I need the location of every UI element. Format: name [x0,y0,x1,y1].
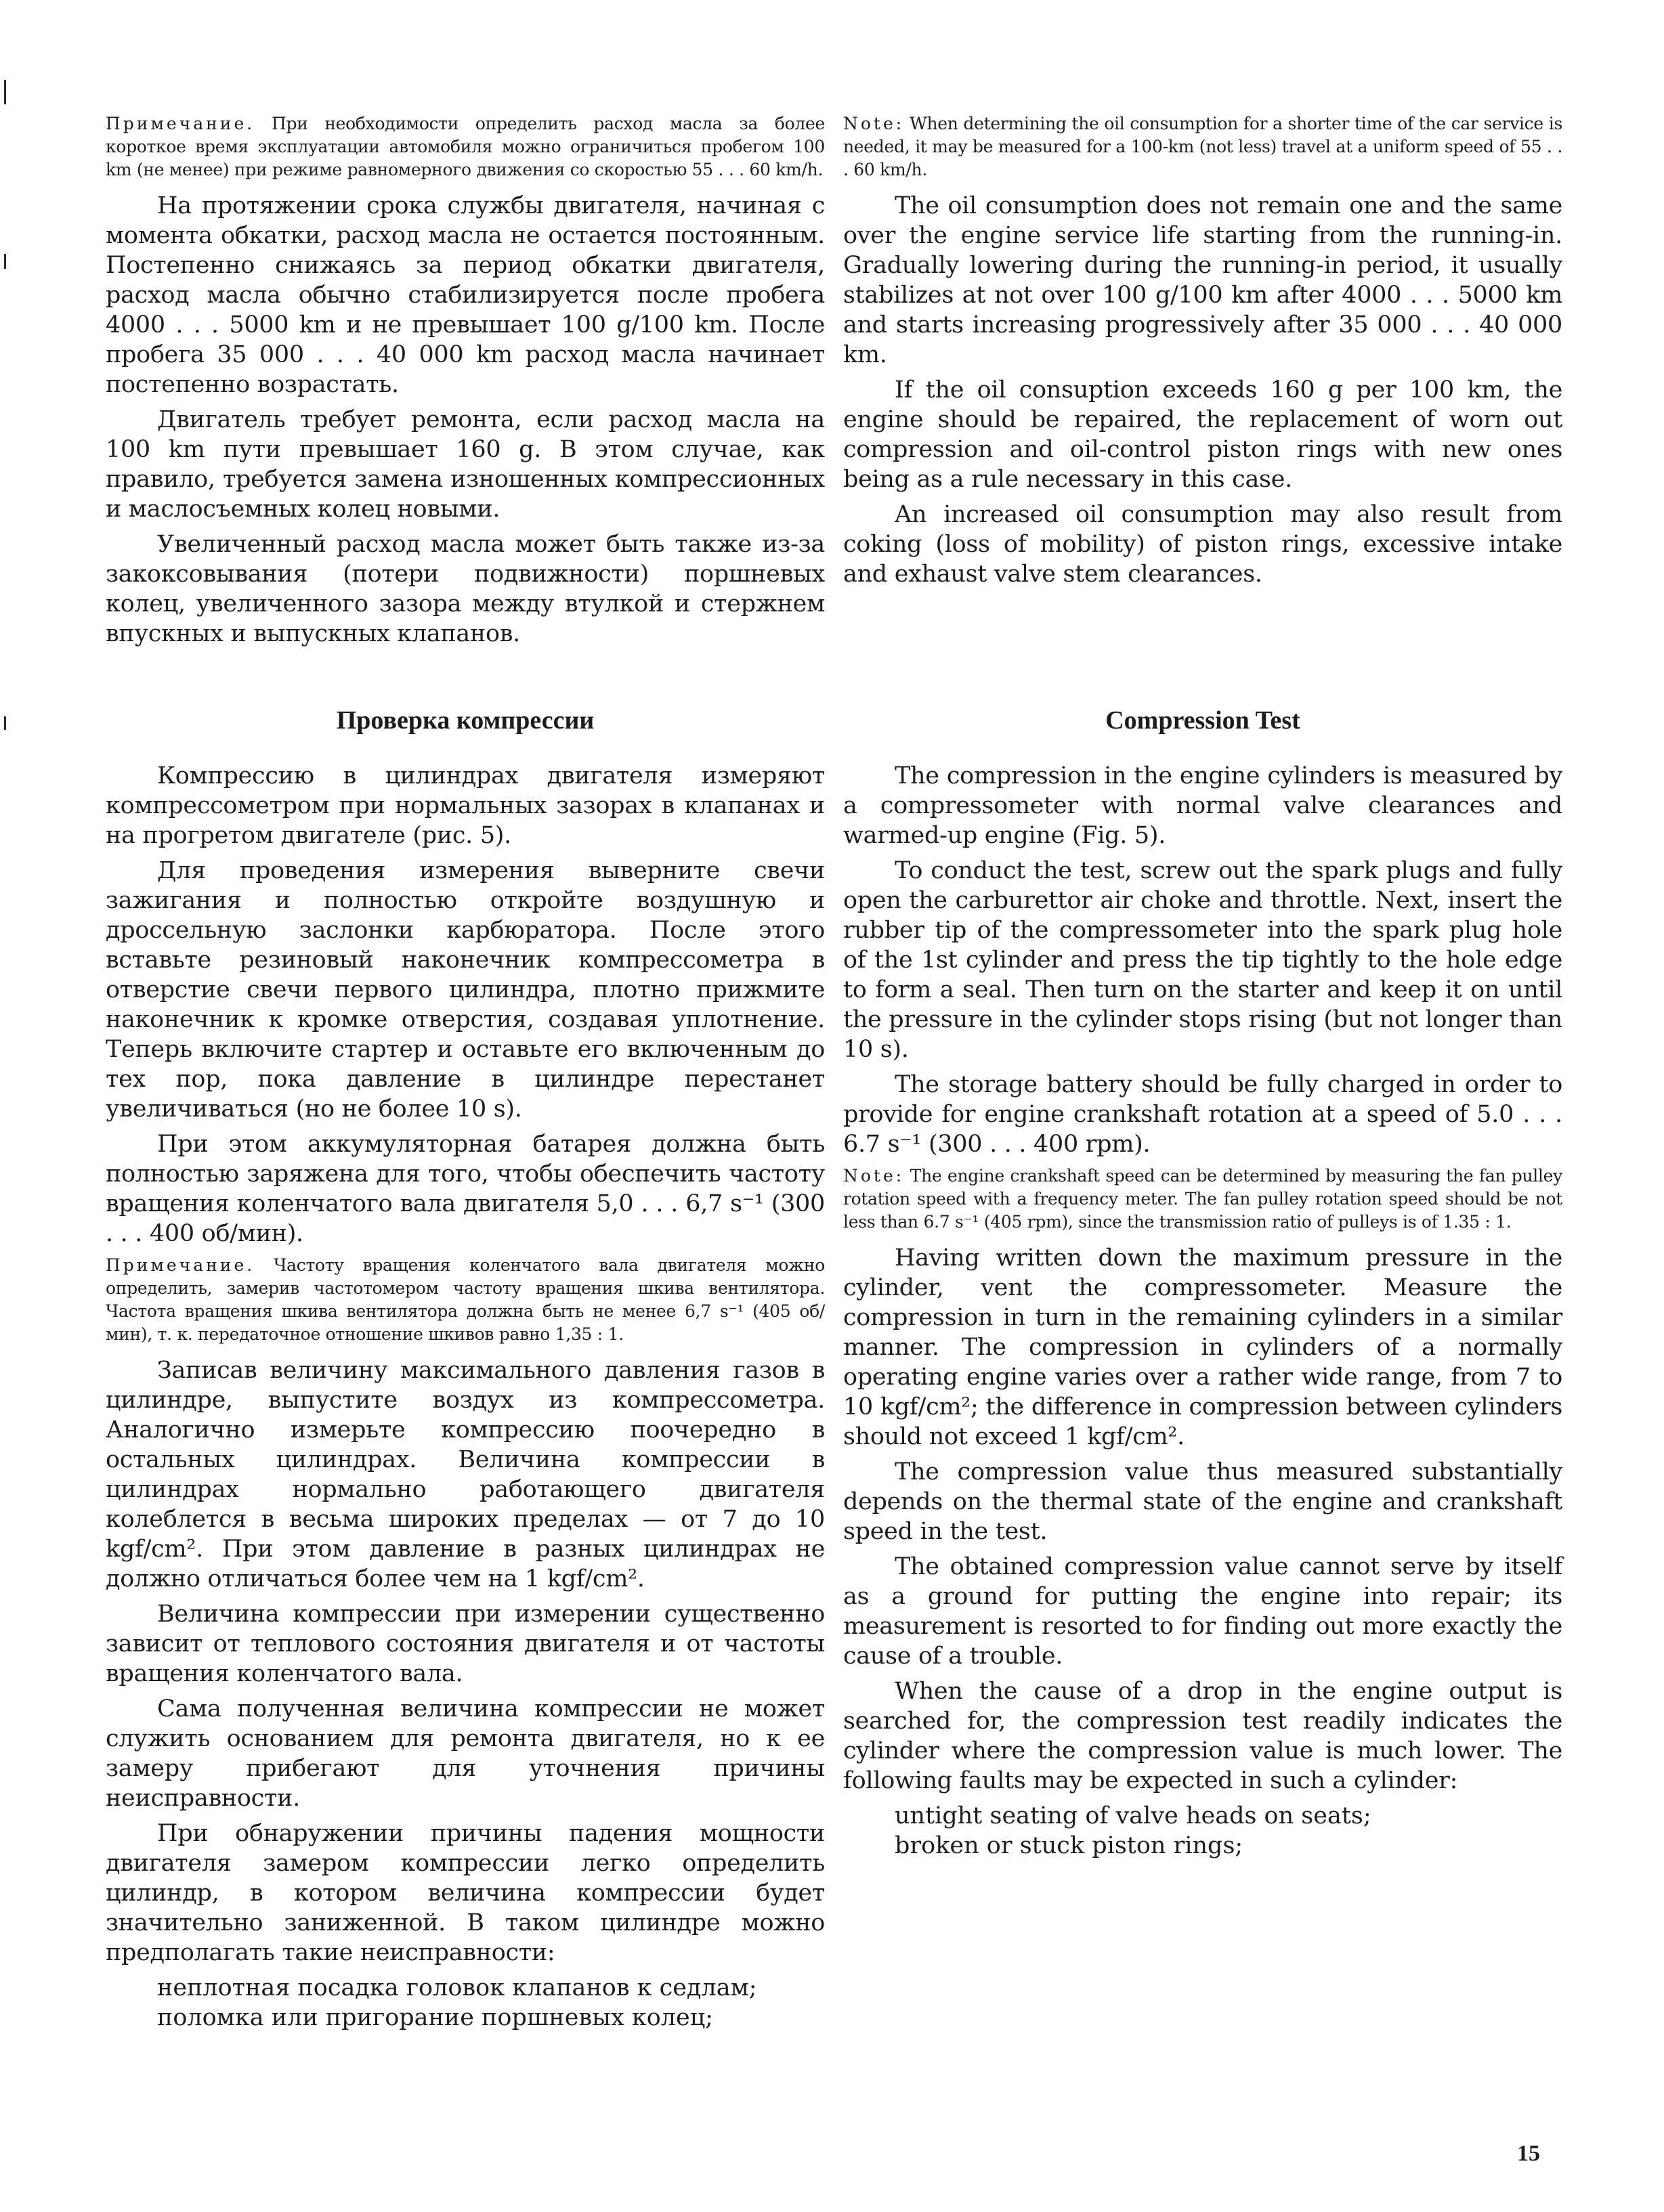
binding-mark [4,716,6,730]
note-label: Note: [843,114,905,133]
binding-mark [4,80,6,104]
paragraph: To conduct the test, screw out the spark plugs and fully open the carburettor air choke and throttle. Next, insert the rubber tip of the compressometer into the spark plug hole of the 1st cylinder and press the tip tightly to the hole edge to form a seal. Then turn on the starter and keep it on until the pressure in the cylinder stops rising (but not longer than 10 s). [843,857,1562,1063]
paragraph: Сама полученная величина компрессии не может служить основанием для ремонта двигателя, но к ее замеру прибегают для уточнения причины неисправности. [106,1695,825,1812]
paragraph: The obtained compression value cannot serve by itself as a ground for putting the engine into repair; its measurement is resorted to for finding out more exactly the cause of a trouble. [843,1553,1562,1670]
note-text: При необходимости определить расход масла за более короткое время эксплуатации автомобиля можно ограничиться пробегом 100 km (не менее) при режиме равномерного движения со скоростью 55 . . . 60 km/h. [106,114,825,179]
note-label: Примечание. [106,114,255,133]
fault-list-ru [106,1973,825,2033]
russian-column [106,108,825,654]
english-column-section [843,704,1562,1861]
list-item: неплотная посадка головок клапанов к седлам; [157,1974,757,2001]
paragraph: The oil consumption does not remain one and the same over the engine service life starting from the running-in. Gradually lowering during the running-in period, it usually stabilizes at not over 100 g/100 km after 4000 . . . 5000 km and starts increasing progressively after 35 000 . . . 40 000 km. [843,192,1562,368]
list-item: broken or stuck piston rings; [895,1832,1243,1859]
paragraph: An increased oil consumption may also result from coking (loss of mobility) of piston rings, excessive intake and exhaust valve stem clearances. [843,501,1562,588]
english-column [843,108,1562,594]
note-label: Примечание. [106,1255,255,1275]
binding-mark [4,254,6,269]
list-item: поломка или пригорание поршневых колец; [157,2004,714,2031]
paragraph: Записав величину максимального давления газов в цилиндре, выпустите воздух из компрессометра. Аналогично измерьте компрессию поочередно в остальных цилиндрах. Величина компрессии в цилиндрах нормально работающего двигателя колеблется в весьма широких пределах — от 7 до 10 kgf/cm². При этом давление в разных цилиндрах не должно отличаться более чем на 1 kgf/cm². [106,1357,825,1592]
russian-column-section [106,704,825,2033]
note-ru [106,1254,825,1346]
fault-list-en [843,1801,1562,1861]
paragraph: При обнаружении причины падения мощности двигателя замером компрессии легко определить цилиндр, в котором величина компрессии будет значительно заниженной. В таком цилиндре можно предполагать такие неисправности: [106,1820,825,1966]
paragraph: Двигатель требует ремонта, если расход масла на 100 km пути превышает 160 g. В этом случае, как правило, требуется замена изношенных компрессионных и маслосъемных колец новыми. [106,406,825,523]
page-number: 15 [1517,2141,1540,2166]
note-label: Note: [843,1166,905,1186]
list-item: untight seating of valve heads on seats; [895,1802,1371,1829]
paragraph: При этом аккумуляторная батарея должна быть полностью заряжена для того, чтобы обеспечить частоту вращения коленчатого вала двигателя 5,0 . . . 6,7 s⁻¹ (300 . . . 400 об/мин). [106,1131,825,1247]
note-en [843,1165,1562,1234]
section-heading-en: Compression Test [1105,706,1300,735]
paragraph: The compression in the engine cylinders is measured by a compressometer with normal valve clearances and warmed-up engine (Fig. 5). [843,762,1562,849]
note-text: When determining the oil consumption for a shorter time of the car service is needed, it may be measured for a 100-km (not less) travel at a uniform speed of 55 . . . 60 km/h. [843,114,1562,179]
paragraph: Величина компрессии при измерении существенно зависит от теплового состояния двигателя и от частоты вращения коленчатого вала. [106,1601,825,1687]
paragraph: The storage battery should be fully charged in order to provide for engine crankshaft rotation at a speed of 5.0 . . . 6.7 s⁻¹ (300 . . . 400 rpm). [843,1071,1562,1158]
paragraph: Увеличенный расход масла может быть также из-за закоксовывания (потери подвижности) поршневых колец, увеличенного зазора между втулкой и стержнем впускных и выпускных клапанов. [106,531,825,647]
note-text: The engine crankshaft speed can be determined by measuring the fan pulley rotation speed with a frequency meter. The fan pulley rotation speed should be not less than 6.7 s⁻¹ (405 rpm), since the transmission ratio of pulleys is of 1.35 : 1. [843,1166,1562,1232]
paragraph: The compression value thus measured substantially depends on the thermal state of the engine and crankshaft speed in the test. [843,1458,1562,1545]
paragraph: Having written down the maximum pressure in the cylinder, vent the compressometer. Measure the compression in turn in the remaining cylinders in a similar manner. The compression in cylinders of a normally operating engine varies over a rather wide range, from 7 to 10 kgf/cm²; the difference in compression between cylinders should not exceed 1 kgf/cm². [843,1244,1562,1450]
note-text: Частоту вращения коленчатого вала двигателя можно определить, замерив частотомером частоту вращения шкива вентилятора. Частота вращения шкива вентилятора должна быть не менее 6,7 s⁻¹ (405 об/мин), т. к. передаточное отношение шкивов равно 1,35 : 1. [106,1255,825,1344]
note-ru [106,112,825,181]
section-heading-ru: Проверка компрессии [336,706,595,735]
paragraph: Компрессию в цилиндрах двигателя измеряют компрессометром при нормальных зазорах в клапанах и на прогретом двигателе (рис. 5). [106,762,825,849]
paragraph: На протяжении срока службы двигателя, начиная с момента обкатки, расход масла не остается постоянным. Постепенно снижаясь за период обкатки двигателя, расход масла обычно стабилизируется после пробега 4000 . . . 5000 km и не превышает 100 g/100 km. После пробега 35 000 . . . 40 000 km расход масла начинает постепенно возрастать. [106,192,825,398]
note-en [843,112,1562,181]
paragraph: Для проведения измерения выверните свечи зажигания и полностью откройте воздушную и дроссельную заслонки карбюратора. После этого вставьте резиновый наконечник компрессометра в отверстие свечи первого цилиндра, плотно прижмите наконечник к кромке отверстия, создавая уплотнение. Теперь включите стартер и оставьте его включенным до тех пор, пока давление в цилиндре перестанет увеличиваться (но не более 10 s). [106,857,825,1123]
paragraph: When the cause of a drop in the engine output is searched for, the compression test readily indicates the cylinder where the compression value is much lower. The following faults may be expected in such a cylinder: [843,1678,1562,1794]
paragraph: If the oil consuption exceeds 160 g per 100 km, the engine should be repaired, the replacement of worn out compression and oil-control piston rings with new ones being as a rule necessary in this case. [843,376,1562,493]
